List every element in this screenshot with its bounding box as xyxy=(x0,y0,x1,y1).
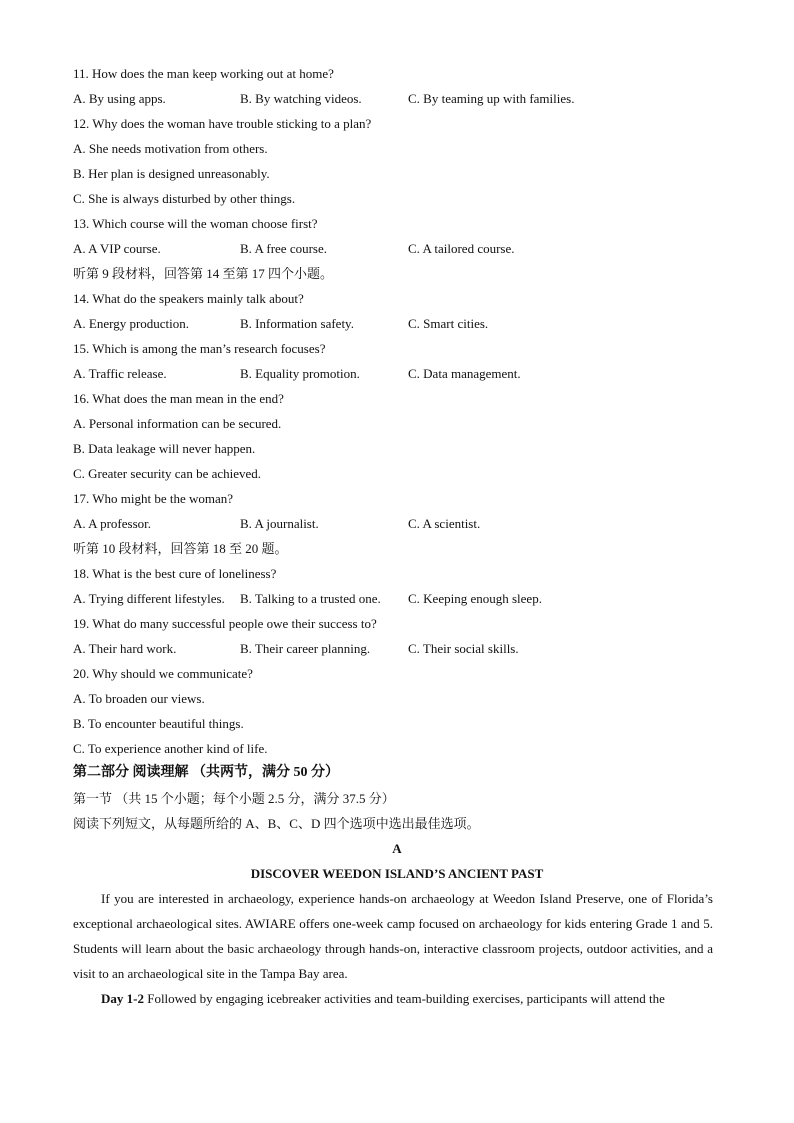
q16-option-a: A. Personal information can be secured. xyxy=(73,416,282,431)
part-2-heading: 第二部分 阅读理解 （共两节，满分 50 分） xyxy=(73,765,339,780)
q11-option-b: B. By watching videos. xyxy=(240,91,362,106)
passage-letter: A xyxy=(392,841,402,856)
passage-paragraph-2 xyxy=(73,986,713,1011)
question-17: 17. Who might be the woman? xyxy=(73,491,234,506)
q19-option-b: B. Their career planning. xyxy=(240,641,371,656)
q14-option-b: B. Information safety. xyxy=(240,316,354,331)
q14-option-c: C. Smart cities. xyxy=(408,316,489,331)
question-20: 20. Why should we communicate? xyxy=(73,666,253,681)
question-18: 18. What is the best cure of loneliness? xyxy=(73,566,277,581)
q15-option-b: B. Equality promotion. xyxy=(240,366,360,381)
question-12: 12. Why does the woman have trouble sticking to a plan? xyxy=(73,116,372,131)
instruction-passage-10: 听第 10 段材料，回答第 18 至 20 题。 xyxy=(73,541,288,556)
q12-option-a: A. She needs motivation from others. xyxy=(73,141,268,156)
section-1-heading: 第一节 （共 15 个小题；每个小题 2.5 分，满分 37.5 分） xyxy=(73,791,395,806)
question-19: 19. What do many successful people owe their success to? xyxy=(73,616,377,631)
q13-option-a: A. A VIP course. xyxy=(73,241,161,256)
question-14: 14. What do the speakers mainly talk about? xyxy=(73,291,304,306)
q12-option-c: C. She is always disturbed by other things. xyxy=(73,191,296,206)
q16-option-b: B. Data leakage will never happen. xyxy=(73,441,256,456)
q17-option-a: A. A professor. xyxy=(73,516,151,531)
question-13: 13. Which course will the woman choose first? xyxy=(73,216,318,231)
q11-option-a: A. By using apps. xyxy=(73,91,166,106)
paragraph-2-lead: Day 1-2 xyxy=(101,991,144,1006)
q13-option-c: C. A tailored course. xyxy=(408,241,515,256)
passage-body xyxy=(73,886,713,1011)
q17-option-b: B. A journalist. xyxy=(240,516,319,531)
q20-option-b: B. To encounter beautiful things. xyxy=(73,716,244,731)
q14-option-a: A. Energy production. xyxy=(73,316,190,331)
q15-option-c: C. Data management. xyxy=(408,366,521,381)
q19-option-a: A. Their hard work. xyxy=(73,641,177,656)
passage-title: DISCOVER WEEDON ISLAND’S ANCIENT PAST xyxy=(250,866,544,881)
question-15: 15. Which is among the man’s research focuses? xyxy=(73,341,326,356)
q16-option-c: C. Greater security can be achieved. xyxy=(73,466,262,481)
passage-paragraph-1: If you are interested in archaeology, experience hands-on archaeology at Weedon Island Preserve, one of Florida’s exceptional archaeological sites. AWIARE offers one-week camp focused on archaeology for kids entering Grade 1 and 5. Students will learn about the basic archaeology through hands-on, interactive classroom projects, outdoor activities, and a visit to an archaeological site in the Tampa Bay area. xyxy=(73,891,713,981)
q12-option-b: B. Her plan is designed unreasonably. xyxy=(73,166,270,181)
q18-option-c: C. Keeping enough sleep. xyxy=(408,591,542,606)
section-1-instructions: 阅读下列短文，从每题所给的 A、B、C、D 四个选项中选出最佳选项。 xyxy=(73,816,480,831)
q17-option-c: C. A scientist. xyxy=(408,516,481,531)
q18-option-a: A. Trying different lifestyles. xyxy=(73,591,225,606)
q20-option-a: A. To broaden our views. xyxy=(73,691,205,706)
q15-option-a: A. Traffic release. xyxy=(73,366,167,381)
instruction-passage-9: 听第 9 段材料，回答第 14 至第 17 四个小题。 xyxy=(73,266,334,281)
question-16: 16. What does the man mean in the end? xyxy=(73,391,284,406)
q19-option-c: C. Their social skills. xyxy=(408,641,519,656)
q20-option-c: C. To experience another kind of life. xyxy=(73,741,268,756)
q11-option-c: C. By teaming up with families. xyxy=(408,91,575,106)
paragraph-2-text: Followed by engaging icebreaker activities and team-building exercises, participants will attend the xyxy=(143,991,665,1006)
question-11: 11. How does the man keep working out at home? xyxy=(73,66,334,81)
q18-option-b: B. Talking to a trusted one. xyxy=(240,591,381,606)
q13-option-b: B. A free course. xyxy=(240,241,328,256)
